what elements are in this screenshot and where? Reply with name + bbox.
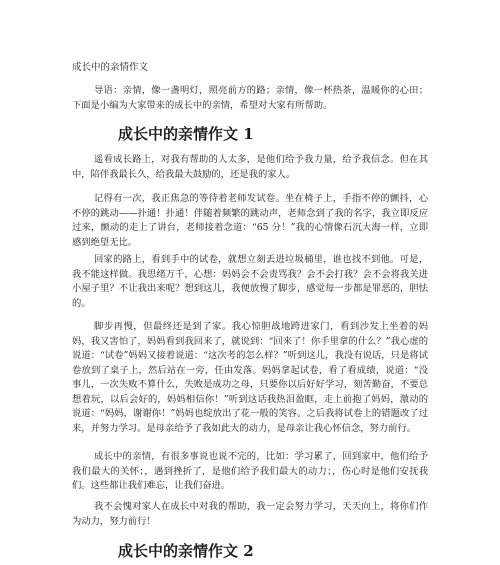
document-title: 成长中的亲情作文 — [72, 62, 149, 73]
body-paragraph: 成长中的亲情，有很多事说也说不完的，比如：学习累了，回到家中，他们给予我们最大的关怀；，遇到挫折了，是他们给予我们最大的动力；，伤心时是他们安抚我们。这些都让我们难忘，让我们奋进。 — [72, 451, 428, 491]
body-paragraph: 脚步再慢，但最终还是到了家。我心惊胆战地跨进家门，看到沙发上坐着的妈妈，我又害怕了，妈妈看到我回来了，就说到：“回来了！你手里拿的什么？”我心虚的说道：“试卷”妈妈又接着说道：“这次考的怎么样？”听到这儿，我没有说话，只是将试卷放到了桌子上，然后站在一旁，任由发落。妈妈拿起试卷，看了看成绩，说道：“没事儿，一次失败不算什么，失败是成功之母，只要你以后好好学习，刻苦勤奋，不要总想着玩，以后会好的，妈妈相信你！”听到这话我热泪盈眶，走上前抱了妈妈，激动的说道：“妈妈，谢谢你！”妈妈也绽放出了花一般的笑容。之后我将试卷上的错题改了过来，并努力学习。是母亲给予了我如此大的动力，是母亲让我心怀信念，努力前行。 — [72, 321, 428, 434]
body-paragraph: 记得有一次，我正焦急的等待着老师发试卷。坐在椅子上，手指不停的颤抖，心不停的跳动——扑通！扑通！伴随着频繁的跳动声，老师念到了我的名字，我立即反应过来，颤动的走上了讲台，老师接着念道：“65 分！”我的心情像石沉大海一样，立即感到绝望无比。 — [72, 193, 428, 248]
section-heading-2: 成长中的亲情作文 2 — [118, 542, 254, 560]
body-paragraph: 回家的路上，看到手中的试卷，就想立刻丢进垃圾桶里，谁也找不到他。可是，我不能这样做。我思绪万千，心想：妈妈会不会责骂我？会不会打我？会不会将我关进小屋子里？不让我出来呢？想到这儿，我便放慢了脚步，感觉每一步都是罪恶的，胆怯的。 — [72, 254, 428, 309]
body-paragraph: 遥看成长路上，对我有帮助的人太多，是他们给予我力量，给予我信念。但在其中，陪伴我最长久，给我最大鼓励的，还是我的家人。 — [72, 154, 428, 180]
section-heading-1: 成长中的亲情作文 1 — [118, 125, 254, 143]
body-paragraph: 我不会愧对家人在成长中对我的帮助，我一定会努力学习，天天向上，将你们作为动力，努力前行！ — [72, 501, 428, 527]
guide-paragraph: 导语：亲情，像一盏明灯，照亮前方的路；亲情，像一杯热茶，温暖你的心田；下面是小编为大家带来的成长中的亲情，希望对大家有所帮助。 — [72, 85, 428, 111]
